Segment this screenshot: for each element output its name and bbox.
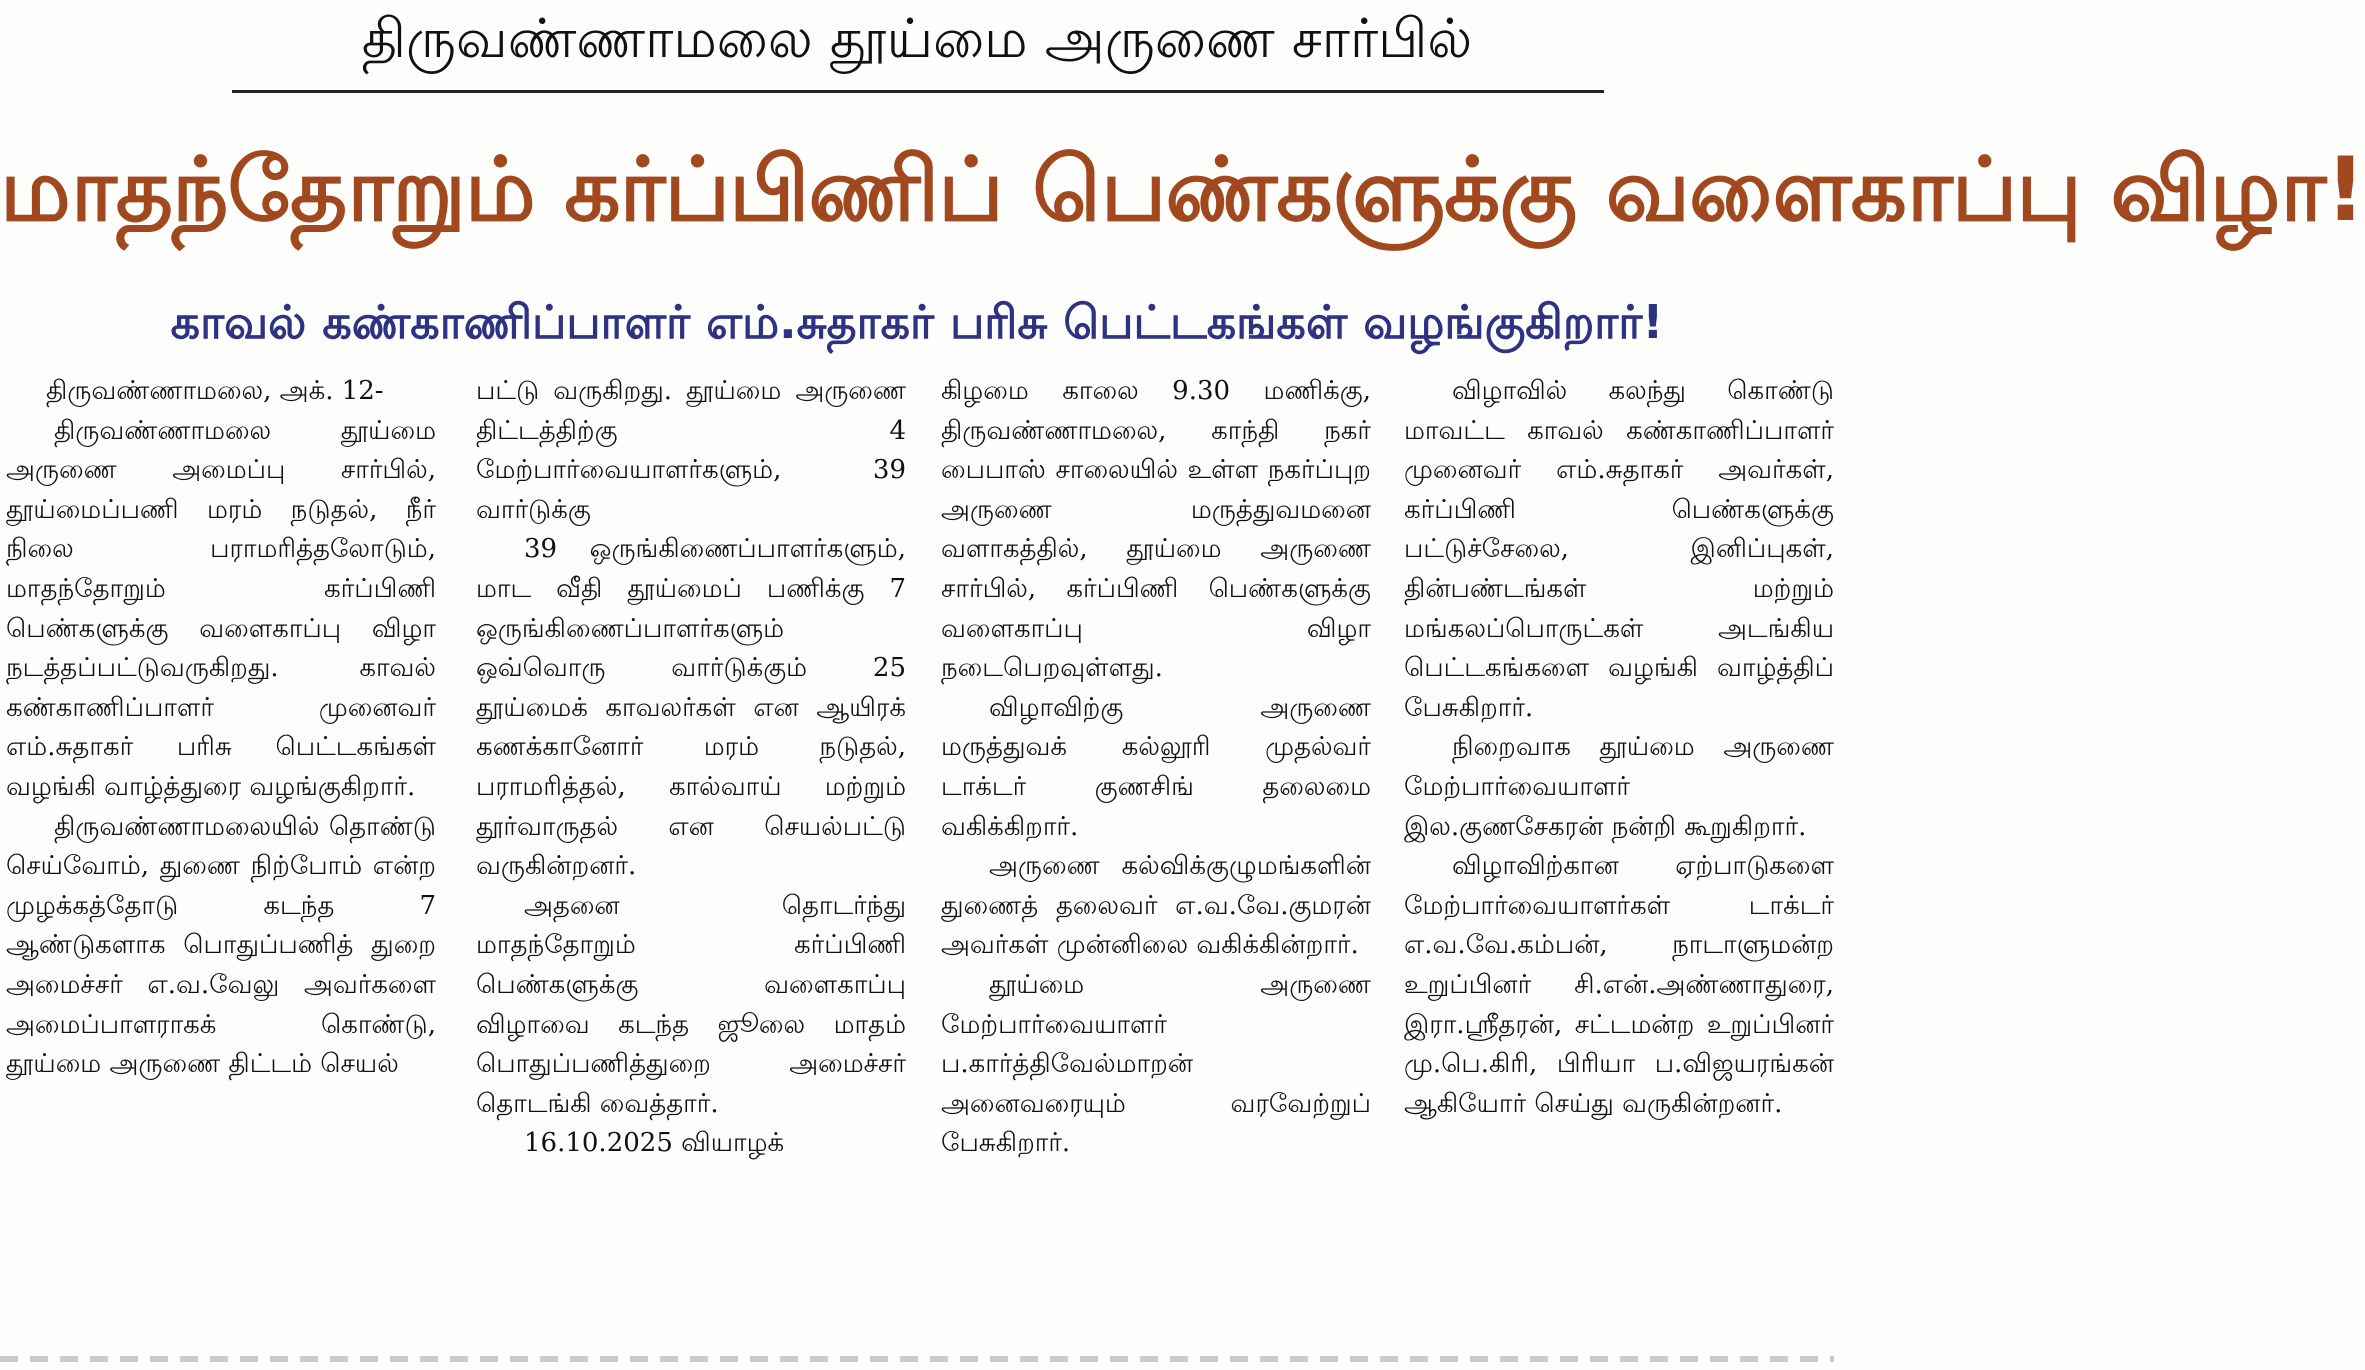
kicker-line: திருவண்ணாமலை தூய்மை அருணை சார்பில் — [361, 7, 1473, 70]
paragraph: 39 ஒருங்கிணைப்பாளர்களும், மாட வீதி தூய்மைப் பணிக்கு 7 ஒருங்கிணைப்பாளர்களும் ஒவ்வொரு வார்டுக்கும் 25 தூய்மைக் காவலர்கள் என ஆயிரக் கணக்கானோர் மரம் நடுதல், பராமரித்தல், கால்வாய் மற்றும் தூர்வாருதல் என செயல்பட்டு வருகின்றனர். — [476, 534, 906, 882]
paragraph: அருணை கல்விக்குழுமங்களின் துணைத் தலைவர் எ.வ.வே.குமரன் அவர்கள் முன்னிலை வகிக்கின்றார். — [941, 851, 1371, 961]
bottom-divider — [0, 1356, 1834, 1362]
article-body — [6, 372, 1834, 1352]
paragraph: நிறைவாக தூய்மை அருணை மேற்பார்வையாளர் இல.குணசேகரன் நன்றி கூறுகிறார். — [1404, 732, 1834, 842]
paragraph: கிழமை காலை 9.30 மணிக்கு, திருவண்ணாமலை, காந்தி நகர் பைபாஸ் சாலையில் உள்ள நகர்ப்புற அருணை மருத்துவமனை வளாகத்தில், தூய்மை அருணை சார்பில், கர்ப்பிணி பெண்களுக்கு வளைகாப்பு விழா நடைபெறவுள்ளது. — [941, 376, 1371, 684]
column-2 — [476, 372, 906, 1352]
paragraph: விழாவிற்கு அருணை மருத்துவக் கல்லூரி முதல்வர் டாக்டர் குணசிங் தலைமை வகிக்கிறார். — [941, 692, 1371, 842]
column-4 — [1404, 372, 1834, 1352]
paragraph: திருவண்ணாமலை தூய்மை அருணை அமைப்பு சார்பில், தூய்மைப்பணி மரம் நடுதல், நீர் நிலை பராமரித்தலோடும், மாதந்தோறும் கர்ப்பிணி பெண்களுக்கு வளைகாப்பு விழா நடத்தப்பட்டுவருகிறது. காவல் கண்காணிப்பாளர் முனைவர் எம்.சுதாகர் பரிசு பெட்டகங்கள் வழங்கி வாழ்த்துரை வழங்குகிறார். — [6, 415, 436, 802]
paragraph: திருவண்ணாமலையில் தொண்டு செய்வோம், துணை நிற்போம் என்ற முழக்கத்தோடு கடந்த 7 ஆண்டுகளாக பொதுப்பணித் துறை அமைச்சர் எ.வ.வேலு அவர்களை அமைப்பாளராகக் கொண்டு, தூய்மை அருணை திட்டம் செயல் — [6, 811, 436, 1080]
paragraph: பட்டு வருகிறது. தூய்மை அருணை திட்டத்திற்கு 4 மேற்பார்வையாளர்களும், 39 வார்டுக்கு — [476, 376, 906, 525]
column-3 — [941, 372, 1371, 1352]
dateline: திருவண்ணாமலை, அக். 12- — [46, 376, 384, 406]
paragraph: 16.10.2025 வியாழக் — [524, 1128, 785, 1159]
kicker-underline — [232, 90, 1604, 93]
paragraph: தூய்மை அருணை மேற்பார்வையாளர் ப.கார்த்திவேல்மாறன் அனைவரையும் வரவேற்றுப் பேசுகிறார். — [941, 969, 1371, 1159]
column-1 — [6, 372, 436, 1352]
headline: மாதந்தோறும் கர்ப்பிணிப் பெண்களுக்கு வளைகாப்பு விழா! — [0, 138, 2365, 241]
paragraph: விழாவில் கலந்து கொண்டு மாவட்ட காவல் கண்காணிப்பாளர் முனைவர் எம்.சுதாகர் அவர்கள், கர்ப்பிணி பெண்களுக்கு பட்டுச்சேலை, இனிப்புகள், தின்பண்டங்கள் மற்றும் மங்கலப்பொருட்கள் அடங்கிய பெட்டகங்களை வழங்கி வாழ்த்திப் பேசுகிறார். — [1404, 376, 1834, 723]
subheadline: காவல் கண்காணிப்பாளர் எம்.சுதாகர் பரிசு பெட்டகங்கள் வழங்குகிறார்! — [170, 295, 1664, 349]
paragraph: அதனை தொடர்ந்து மாதந்தோறும் கர்ப்பிணி பெண்களுக்கு வளைகாப்பு விழாவை கடந்த ஜூலை மாதம் பொதுப்பணித்துறை அமைச்சர் தொடங்கி வைத்தார். — [476, 890, 906, 1119]
paragraph: விழாவிற்கான ஏற்பாடுகளை மேற்பார்வையாளர்கள் டாக்டர் எ.வ.வே.கம்பன், நாடாளுமன்ற உறுப்பினர் சி.என்.அண்ணாதுரை, இரா.ஸ்ரீதரன், சட்டமன்ற உறுப்பினர் மு.பெ.கிரி, பிரியா ப.விஜயரங்கன் ஆகியோர் செய்து வருகின்றனர். — [1404, 851, 1834, 1119]
